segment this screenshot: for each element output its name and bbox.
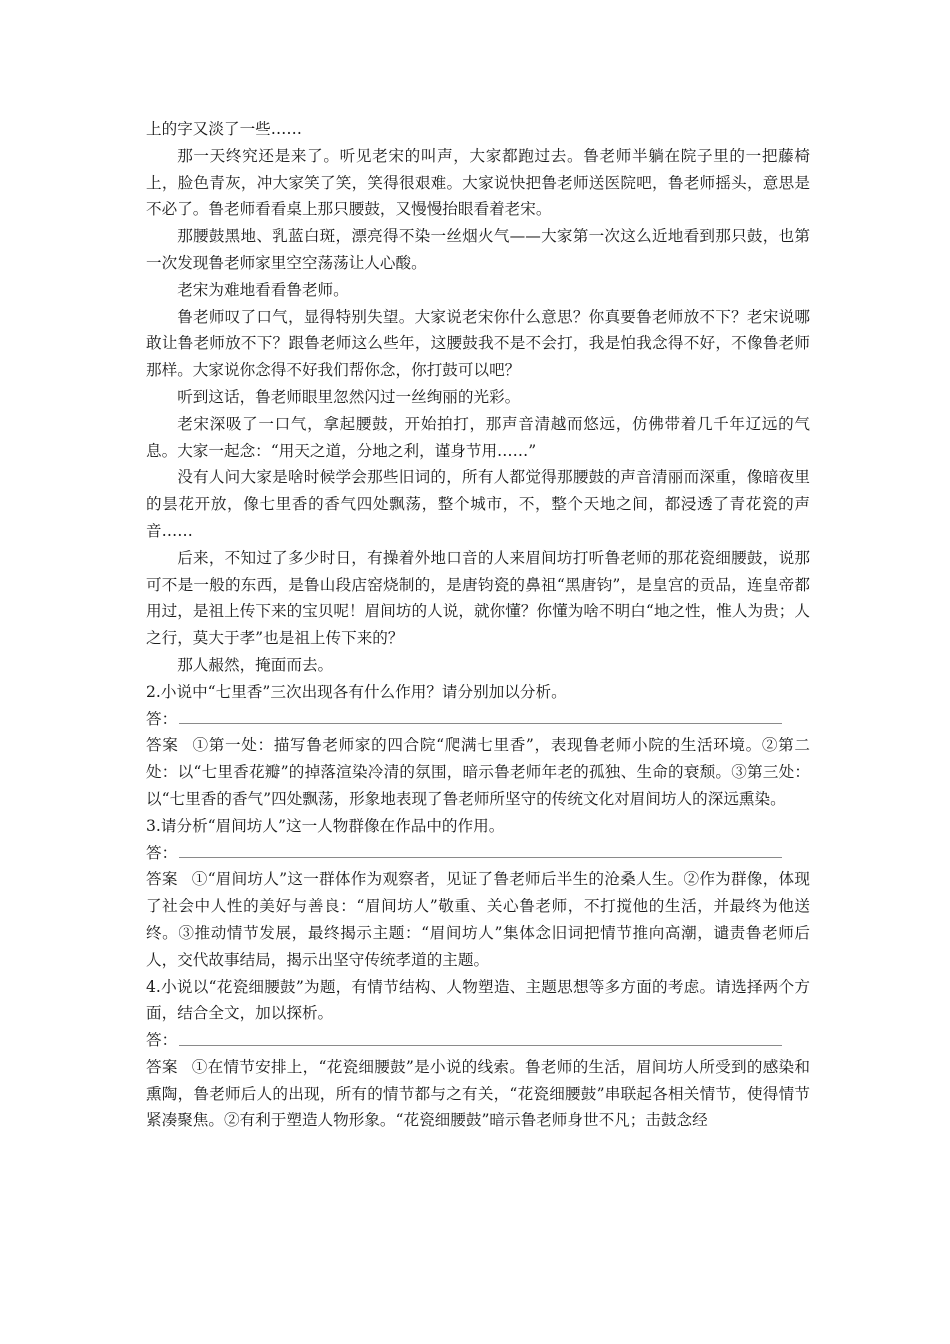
answer-key-text: ①在情节安排上，“花瓷细腰鼓”是小说的线索。鲁老师的生活，眉间坊人所受到的感染和熏陶，鲁老师后人的出现，所有的情节都与之有关，“花瓷细腰鼓”串联起各相关情节，使得情节紧凑聚焦。②有利于塑造人物形象。“花瓷细腰鼓”暗示鲁老师身世不凡；击鼓念经 <box>146 1057 810 1130</box>
story-paragraph: 听到这话，鲁老师眼里忽然闪过一丝绚丽的光彩。 <box>177 387 521 406</box>
answer-key-label: 答案 <box>146 870 178 889</box>
story-paragraph: 老宋为难地看看鲁老师。 <box>177 280 349 299</box>
answer-blank <box>146 706 810 733</box>
story-paragraph: 那腰鼓黑地、乳蓝白斑，漂亮得不染一丝烟火气——大家第一次这么近地看到那只鼓，也第一次发现鲁老师家里空空荡荡让人心酸。 <box>146 227 810 272</box>
answer-key <box>146 1054 810 1134</box>
story-paragraph: 鲁老师叹了口气，显得特别失望。大家说老宋你什么意思？你真要鲁老师放不下？老宋说哪敢让鲁老师放不下？跟鲁老师这么些年，这腰鼓我不是不会打，我是怕我念得不好，不像鲁老师那样。大家说你念得不好我们帮你念，你打鼓可以吧？ <box>146 307 810 380</box>
answer-label: 答： <box>146 843 178 862</box>
story-paragraph: 老宋深吸了一口气，拿起腰鼓，开始拍打，那声音清越而悠远，仿佛带着几千年辽远的气息。大家一起念：“用天之道，分地之利，谨身节用……” <box>146 414 810 460</box>
answer-rule <box>179 1045 782 1046</box>
answer-rule <box>179 723 782 724</box>
story-paragraph: 上的字又淡了一些…… <box>146 120 302 138</box>
story-paragraph: 没有人问大家是啥时候学会那些旧词的，所有人都觉得那腰鼓的声音清丽而深重，像暗夜里的昙花开放，像七里香的香气四处飘荡，整个城市，不，整个天地之间，都浸透了青花瓷的声音…… <box>146 468 810 540</box>
story-paragraph: 那一天终究还是来了。听见老宋的叫声，大家都跑过去。鲁老师半躺在院子里的一把藤椅上，脸色青灰，冲大家笑了笑，笑得很艰难。大家说快把鲁老师送医院吧，鲁老师摇头，意思是不必了。鲁老师看看桌上那只腰鼓，又慢慢抬眼看着老宋。 <box>146 146 810 219</box>
story-paragraph: 后来，不知过了多少时日，有操着外地口音的人来眉间坊打听鲁老师的那花瓷细腰鼓，说那可不是一般的东西，是鲁山段店窑烧制的，是唐钧瓷的鼻祖“黑唐钧”，是皇宫的贡品，连皇帝都用过，是祖上传下来的宝贝呢！眉间坊的人说，就你懂？你懂为啥不明白“地之性，惟人为贵；人之行，莫大于孝”也是祖上传下来的？ <box>146 548 810 648</box>
question-prompt: 4.小说以“花瓷细腰鼓”为题，有情节结构、人物塑造、主题思想等多方面的考虑。请选择两个方面，结合全文，加以探析。 <box>146 977 810 1023</box>
answer-key-label: 答案 <box>146 736 179 755</box>
answer-key-label: 答案 <box>146 1057 178 1076</box>
answer-rule <box>179 857 782 858</box>
answer-key <box>146 866 810 973</box>
question-prompt: 2.小说中“七里香”三次出现各有什么作用？请分别加以分析。 <box>146 682 567 701</box>
answer-key-text: ①第一处：描写鲁老师家的四合院“爬满七里香”，表现鲁老师小院的生活环境。②第二处：以“七里香花瓣”的掉落渲染冷清的氛围，暗示鲁老师年老的孤独、生命的衰颓。③第三处：以“七里香的香气”四处飘荡，形象地表现了鲁老师所坚守的传统文化对眉间坊人的深远熏染。 <box>146 736 810 808</box>
answer-blank <box>146 1027 810 1054</box>
answer-blank <box>146 840 810 867</box>
question-prompt: 3.请分析“眉间坊人”这一人物群像在作品中的作用。 <box>146 816 505 835</box>
answer-key-text: ①“眉间坊人”这一群体作为观察者，见证了鲁老师后半生的沧桑人生。②作为群像，体现了社会中人性的美好与善良：“眉间坊人”敬重、关心鲁老师，不打搅他的生活，并最终为他送终。③推动情节发展，最终揭示主题：“眉间坊人”集体念旧词把情节推向高潮，谴责鲁老师后人，交代故事结局，揭示出坚守传统孝道的主题。 <box>146 870 810 969</box>
document-body <box>146 116 810 1134</box>
story-paragraph: 那人赧然，掩面而去。 <box>177 655 334 674</box>
answer-key <box>146 732 810 812</box>
answer-label: 答： <box>146 1031 178 1050</box>
answer-label: 答： <box>146 709 178 728</box>
